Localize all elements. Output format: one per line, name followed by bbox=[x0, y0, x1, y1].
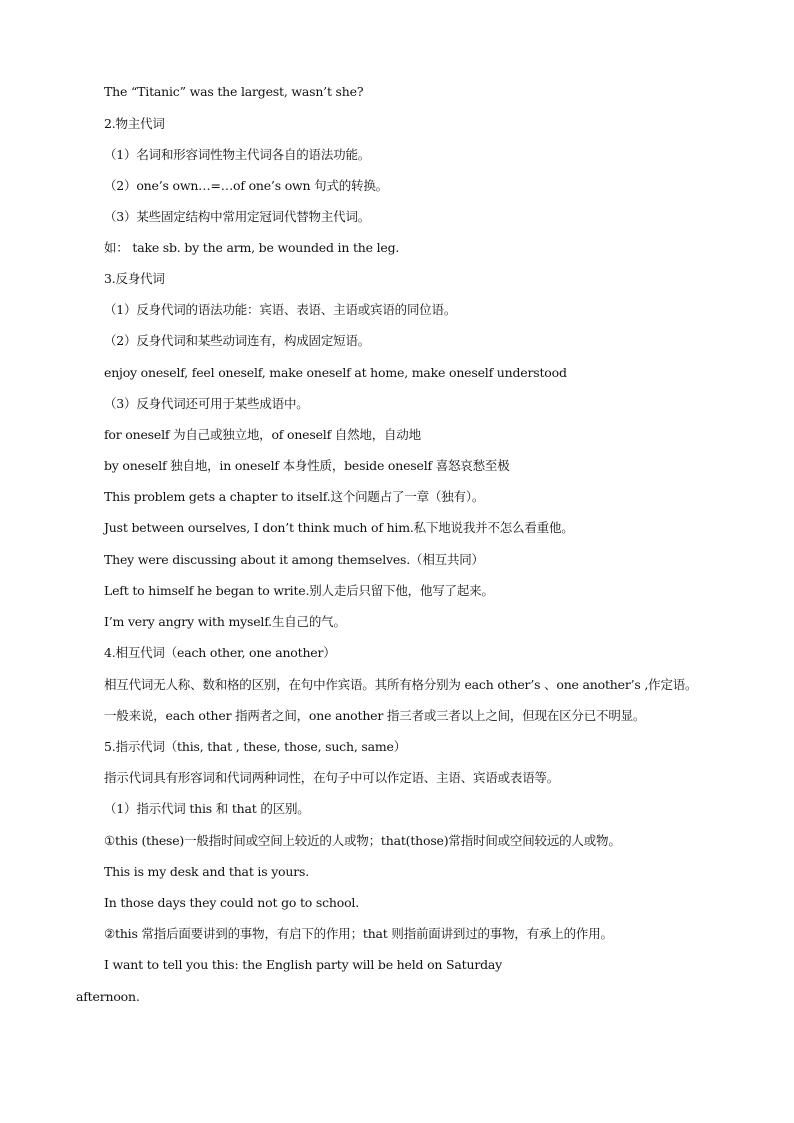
section-heading: 4.相互代词（each other, one another） bbox=[104, 645, 336, 660]
text-line: Just between ourselves, I don’t think much of him.私下地说我并不怎么看重他。 bbox=[104, 520, 574, 535]
text-line: They were discussing about it among themselves.（相互共同） bbox=[104, 552, 484, 567]
text-line: The “Titanic” was the largest, wasn’t she? bbox=[104, 84, 364, 99]
text-line: by oneself 独自地，in oneself 本身性质，beside oneself 喜怒哀愁至极 bbox=[104, 458, 510, 473]
text-line: In those days they could not go to school. bbox=[104, 895, 359, 910]
text-line: （3）某些固定结构中常用定冠词代替物主代词。 bbox=[104, 209, 371, 224]
text-line: This problem gets a chapter to itself.这个问题占了一章（独有）。 bbox=[104, 489, 485, 504]
text-line: I’m very angry with myself.生自己的气。 bbox=[104, 614, 346, 629]
text-line: I want to tell you this: the English party will be held on Saturday bbox=[104, 957, 503, 972]
text-line: afternoon. bbox=[76, 989, 140, 1004]
text-line: （3）反身代词还可用于某些成语中。 bbox=[104, 396, 309, 411]
text-line: This is my desk and that is yours. bbox=[104, 864, 309, 879]
text-line: for oneself 为自己或独立地，of oneself 自然地，自动地 bbox=[104, 427, 421, 442]
section-heading: 5.指示代词（this, that , these, those, such, same） bbox=[104, 739, 406, 754]
text-line: 一般来说，each other 指两者之间，one another 指三者或三者以上之间，但现在区分已不明显。 bbox=[104, 708, 646, 723]
section-heading: 2.物主代词 bbox=[104, 116, 165, 131]
text-line: （1）指示代词 this 和 that 的区别。 bbox=[104, 801, 310, 816]
text-line: （2）反身代词和某些动词连有，构成固定短语。 bbox=[104, 333, 371, 348]
text-line: ①this (these)一般指时间或空间上较近的人或物；that(those)常指时间或空间较远的人或物。 bbox=[104, 833, 621, 848]
text-line: enjoy oneself, feel oneself, make oneself at home, make oneself understood bbox=[104, 365, 567, 380]
text-line: （1）名词和形容词性物主代词各自的语法功能。 bbox=[104, 147, 371, 162]
text-line: ②this 常指后面要讲到的事物，有启下的作用；that 则指前面讲到过的事物，有承上的作用。 bbox=[104, 926, 613, 941]
text-line: （1）反身代词的语法功能：宾语、表语、主语或宾语的同位语。 bbox=[104, 302, 457, 317]
text-line: （2）one’s own…=…of one’s own 句式的转换。 bbox=[104, 178, 388, 193]
text-line: 如： take sb. by the arm, be wounded in the leg. bbox=[104, 240, 400, 255]
text-line: Left to himself he began to write.别人走后只留下他，他写了起来。 bbox=[104, 583, 494, 598]
text-line: 指示代词具有形容词和代词两种词性，在句子中可以作定语、主语、宾语或表语等。 bbox=[104, 770, 560, 785]
section-heading: 3.反身代词 bbox=[104, 271, 165, 286]
text-line: 相互代词无人称、数和格的区别，在句中作宾语。其所有格分别为 each other’s 、one another’s ,作定语。 bbox=[104, 677, 698, 692]
